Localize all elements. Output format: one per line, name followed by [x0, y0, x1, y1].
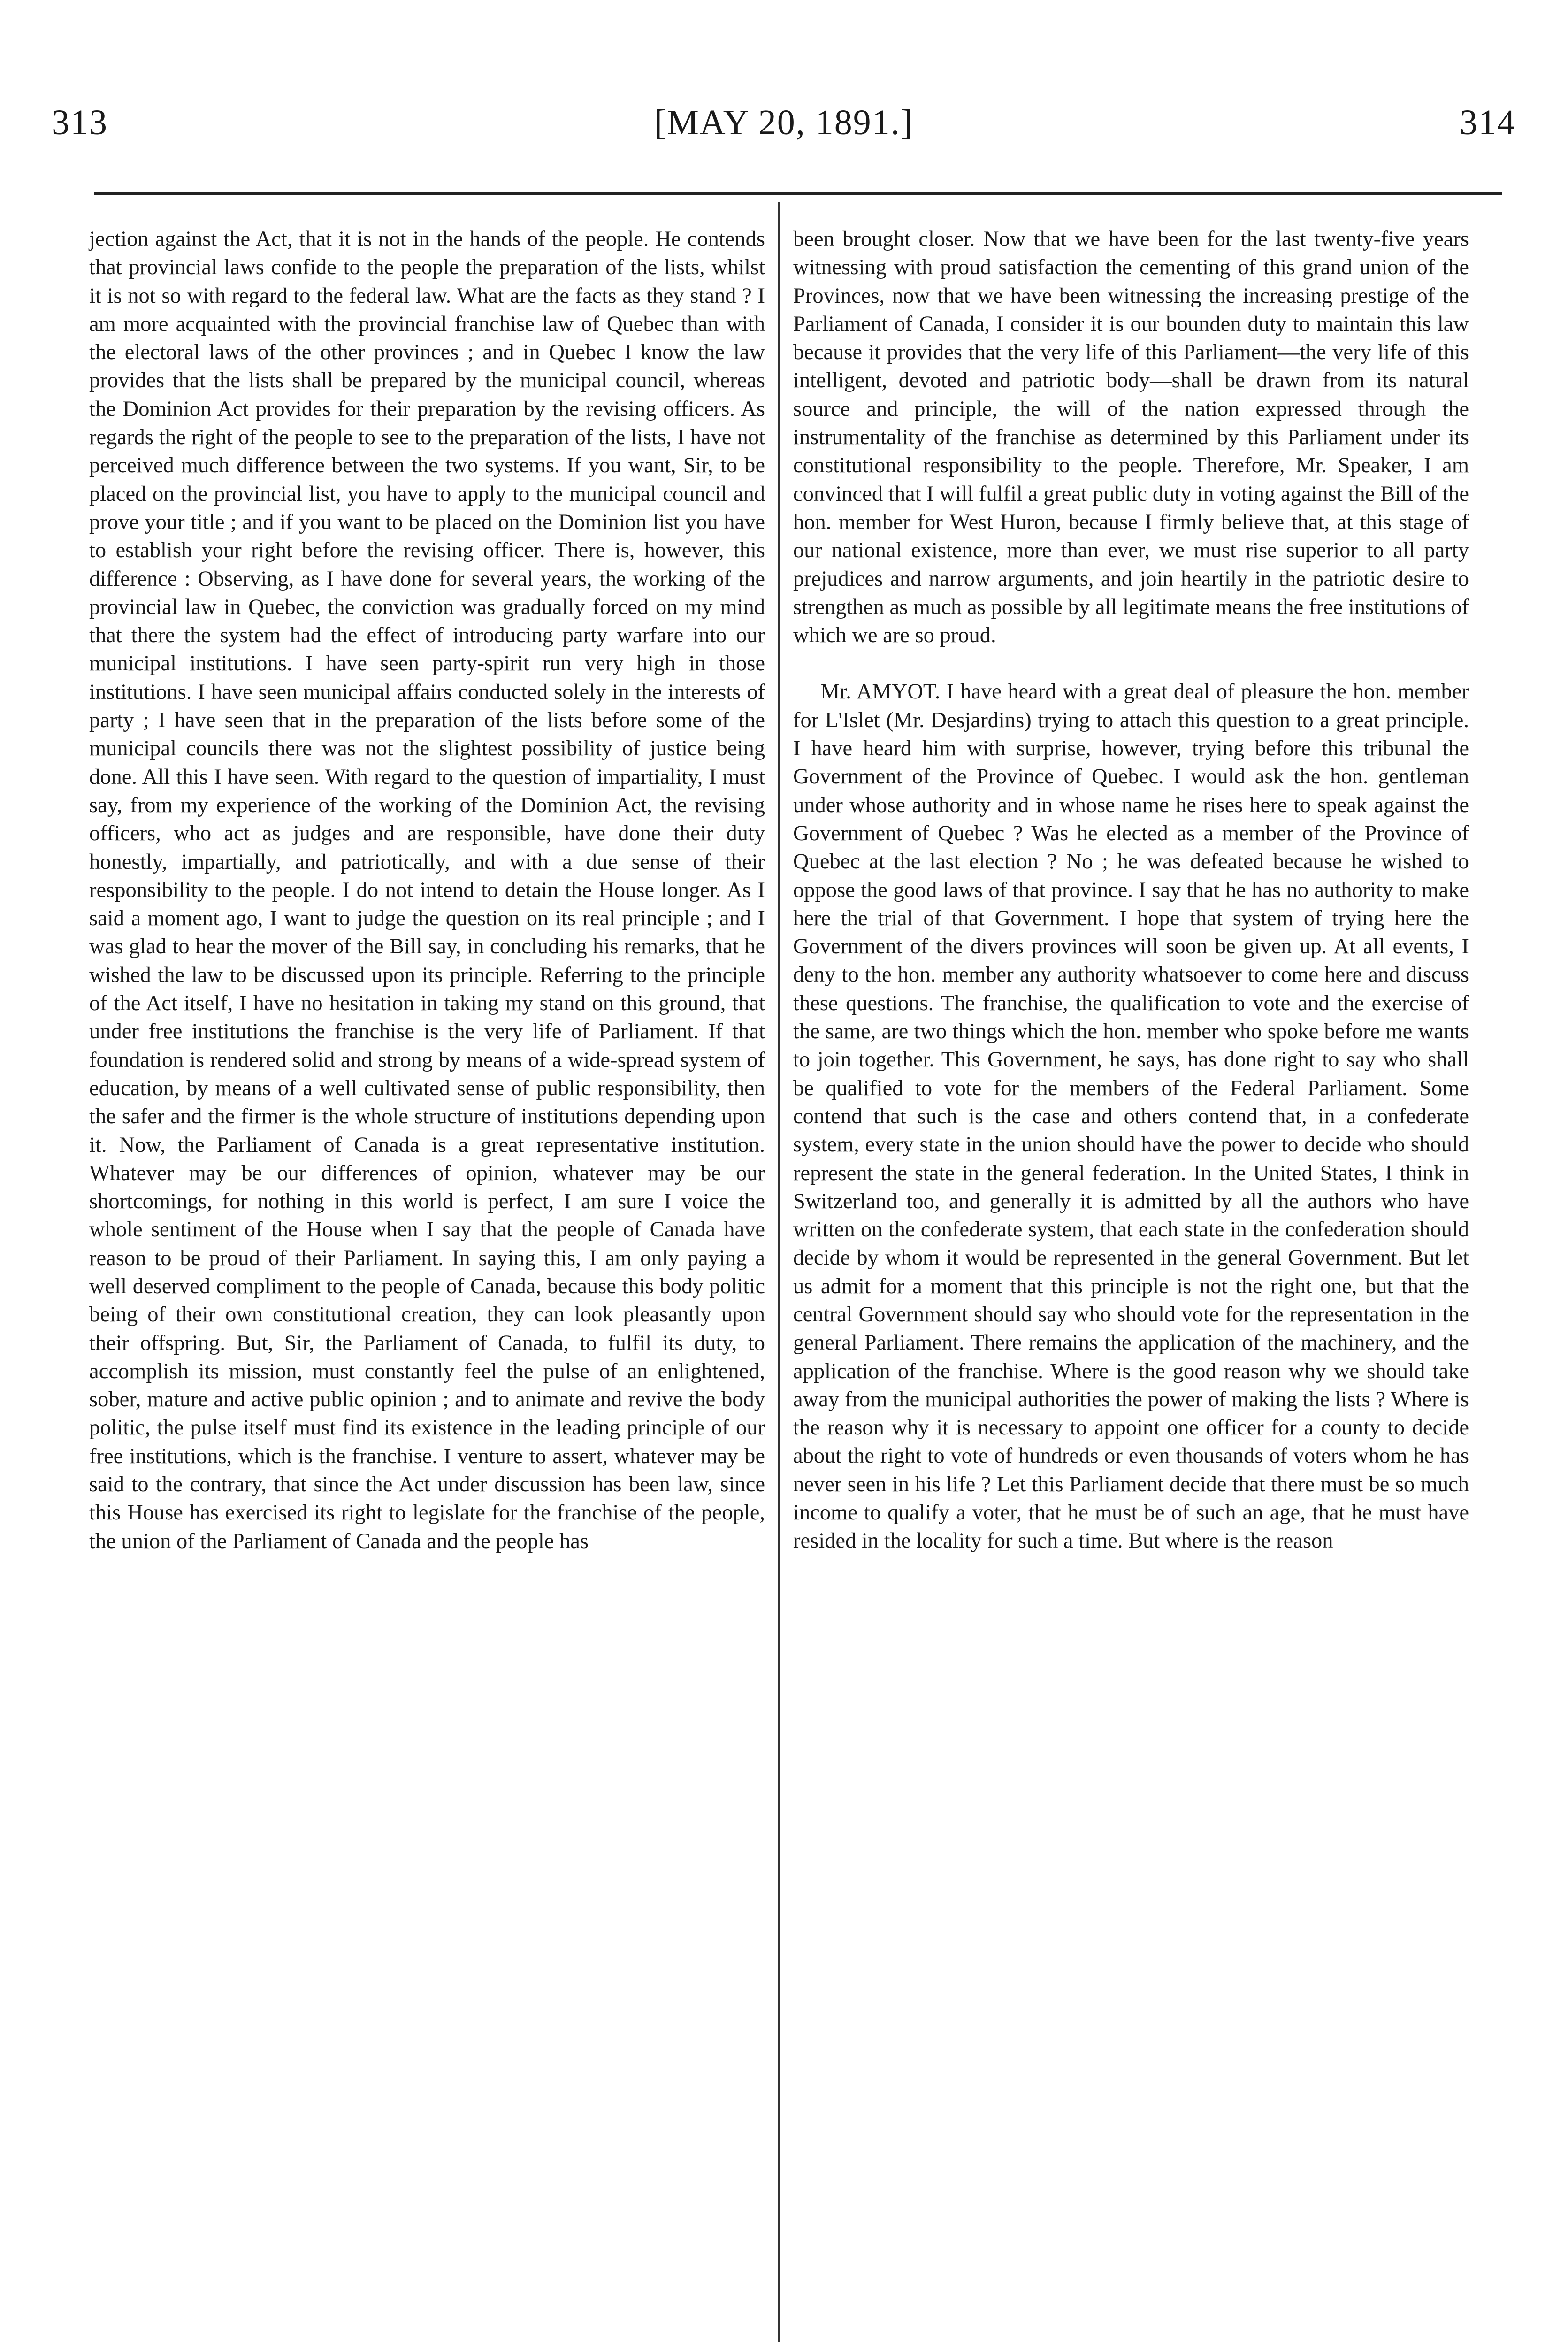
header-rule [94, 192, 1502, 195]
page-number-left: 313 [52, 103, 108, 142]
left-column [89, 225, 765, 1556]
page-number-right: 314 [1460, 103, 1516, 142]
right-paragraph-1: been brought closer. Now that we have been for the last twenty-five years witnessing with proud satisfaction the cementing of this grand union of the Provinces, now that we have been witnessing the increasing prestige of the Parliament of Canada, I consider it is our bounden duty to maintain this law because it provides that the very life of this Parliament—the very life of this intelligent, devoted and patriotic body—shall be drawn from its natural source and principle, the will of the nation expressed through the instrumentality of the franchise as determined by this Parliament under its constitutional responsibility to the people. Therefore, Mr. Speaker, I am convinced that I will fulfil a great public duty in voting against the Bill of the hon. member for West Huron, because I firmly believe that, at this stage of our national existence, more than ever, we must rise superior to all party prejudices and narrow arguments, and join heartily in the patriotic desire to strengthen as much as possible by all legitimate means the free institutions of which we are so proud. [793, 227, 1469, 648]
right-column [793, 225, 1469, 1556]
column-divider [778, 202, 780, 2342]
left-paragraph-1: jection against the Act, that it is not in the hands of the people. He contends that provincial laws confide to the people the preparation of the lists, whilst it is not so with regard to the federal law. What are the facts as they stand ? I am more acquainted with the provincial franchise law of Quebec than with the electoral laws of the other provinces ; and in Quebec I know the law provides that the lists shall be prepared by the municipal council, whereas the Dominion Act provides for their preparation by the revising officers. As regards the right of the people to see to the preparation of the lists, I have not perceived much difference between the two systems. If you want, Sir, to be placed on the provincial list, you have to apply to the municipal council and prove your title ; and if you want to be placed on the Dominion list you have to establish your right before the revising officer. There is, however, this difference : Observing, as I have done for several years, the working of the provincial law in Quebec, the conviction was gradually forced on my mind that there the system had the effect of introducing party warfare into our municipal institutions. I have seen party-spirit run very high in those institutions. I have seen municipal affairs conducted solely in the interests of party ; I have seen that in the preparation of the lists before some of the municipal councils there was not the slightest possibility of justice being done. All this I have seen. With regard to the question of impartiality, I must say, from my experience of the working of the Dominion Act, the revising officers, who act as judges and are responsible, have done their duty honestly, impartially, and patriotically, and with a due sense of their responsibility to the people. I do not intend to detain the House longer. As I said a moment ago, I want to judge the question on its real principle ; and I was glad to hear the mover of the Bill say, in concluding his remarks, that he wished the law to be discussed upon its principle. Referring to the principle of the Act itself, I have no hesitation in taking my stand on this ground, that under free institutions the franchise is the very life of Parliament. If that foundation is rendered solid and strong by means of a wide-spread system of education, by means of a well cultivated sense of public responsibility, then the safer and the firmer is the whole structure of institutions depending upon it. Now, the Parliament of Canada is a great representative institution. Whatever may be our differences of opinion, whatever may be our shortcomings, for nothing in this world is perfect, I am sure I voice the whole sentiment of the House when I say that the people of Canada have reason to be proud of their Parliament. In saying this, I am only paying a well deserved compliment to the people of Canada, because this body politic being of their own constitutional creation, they can look pleasantly upon their offspring. But, Sir, the Parliament of Canada, to fulfil its duty, to accomplish its mission, must constantly feel the pulse of an enlightened, sober, mature and active public opinion ; and to animate and revive the body politic, the pulse itself must find its existence in the leading principle of our free institutions, which is the franchise. I venture to assert, whatever may be said to the contrary, that since the Act under discussion has been law, since this House has exercised its right to legislate for the franchise of the people, the union of the Parliament of Canada and the people has [89, 227, 765, 1553]
page-header [52, 102, 1516, 163]
header-date: [MAY 20, 1891.] [654, 103, 914, 142]
right-paragraph-2-amyot-speech: Mr. AMYOT. I have heard with a great deal of pleasure the hon. member for L'Islet (Mr. Desjardins) trying to attach this question to a great principle. I have heard him with surprise, however, trying before this tribunal the Government of the Province of Quebec. I would ask the hon. gentleman under whose authority and in whose name he rises here to speak against the Government of Quebec ? Was he elected as a member of the Province of Quebec at the last election ? No ; he was defeated because he wished to oppose the good laws of that province. I say that he has no authority to make here the trial of that Government. I hope that system of trying here the Government of the divers provinces will soon be given up. At all events, I deny to the hon. member any authority whatsoever to come here and discuss these questions. The franchise, the qualification to vote and the exercise of the same, are two things which the hon. member who spoke before me wants to join together. This Government, he says, has done right to say who shall be qualified to vote for the members of the Federal Parliament. Some contend that such is the case and others contend that, in a confederate system, every state in the union should have the power to decide who should represent the state in the general federation. In the United States, I think in Switzerland too, and generally it is admitted by all the authors who have written on the confederate system, that each state in the confederation should decide by whom it would be represented in the general Government. But let us admit for a moment that this principle is not the right one, but that the central Government should say who should vote for the representation in the general Parliament. There remains the application of the machinery, and the application of the franchise. Where is the good reason why we should take away from the municipal authorities the power of making the lists ? Where is the reason why it is necessary to appoint one officer for a county to decide about the right to vote of hundreds or even thousands of voters whom he has never seen in his life ? Let this Parliament decide that there must be so much income to qualify a voter, that he must be of such an age, that he must have resided in the locality for such a time. But where is the reason [793, 680, 1469, 1553]
